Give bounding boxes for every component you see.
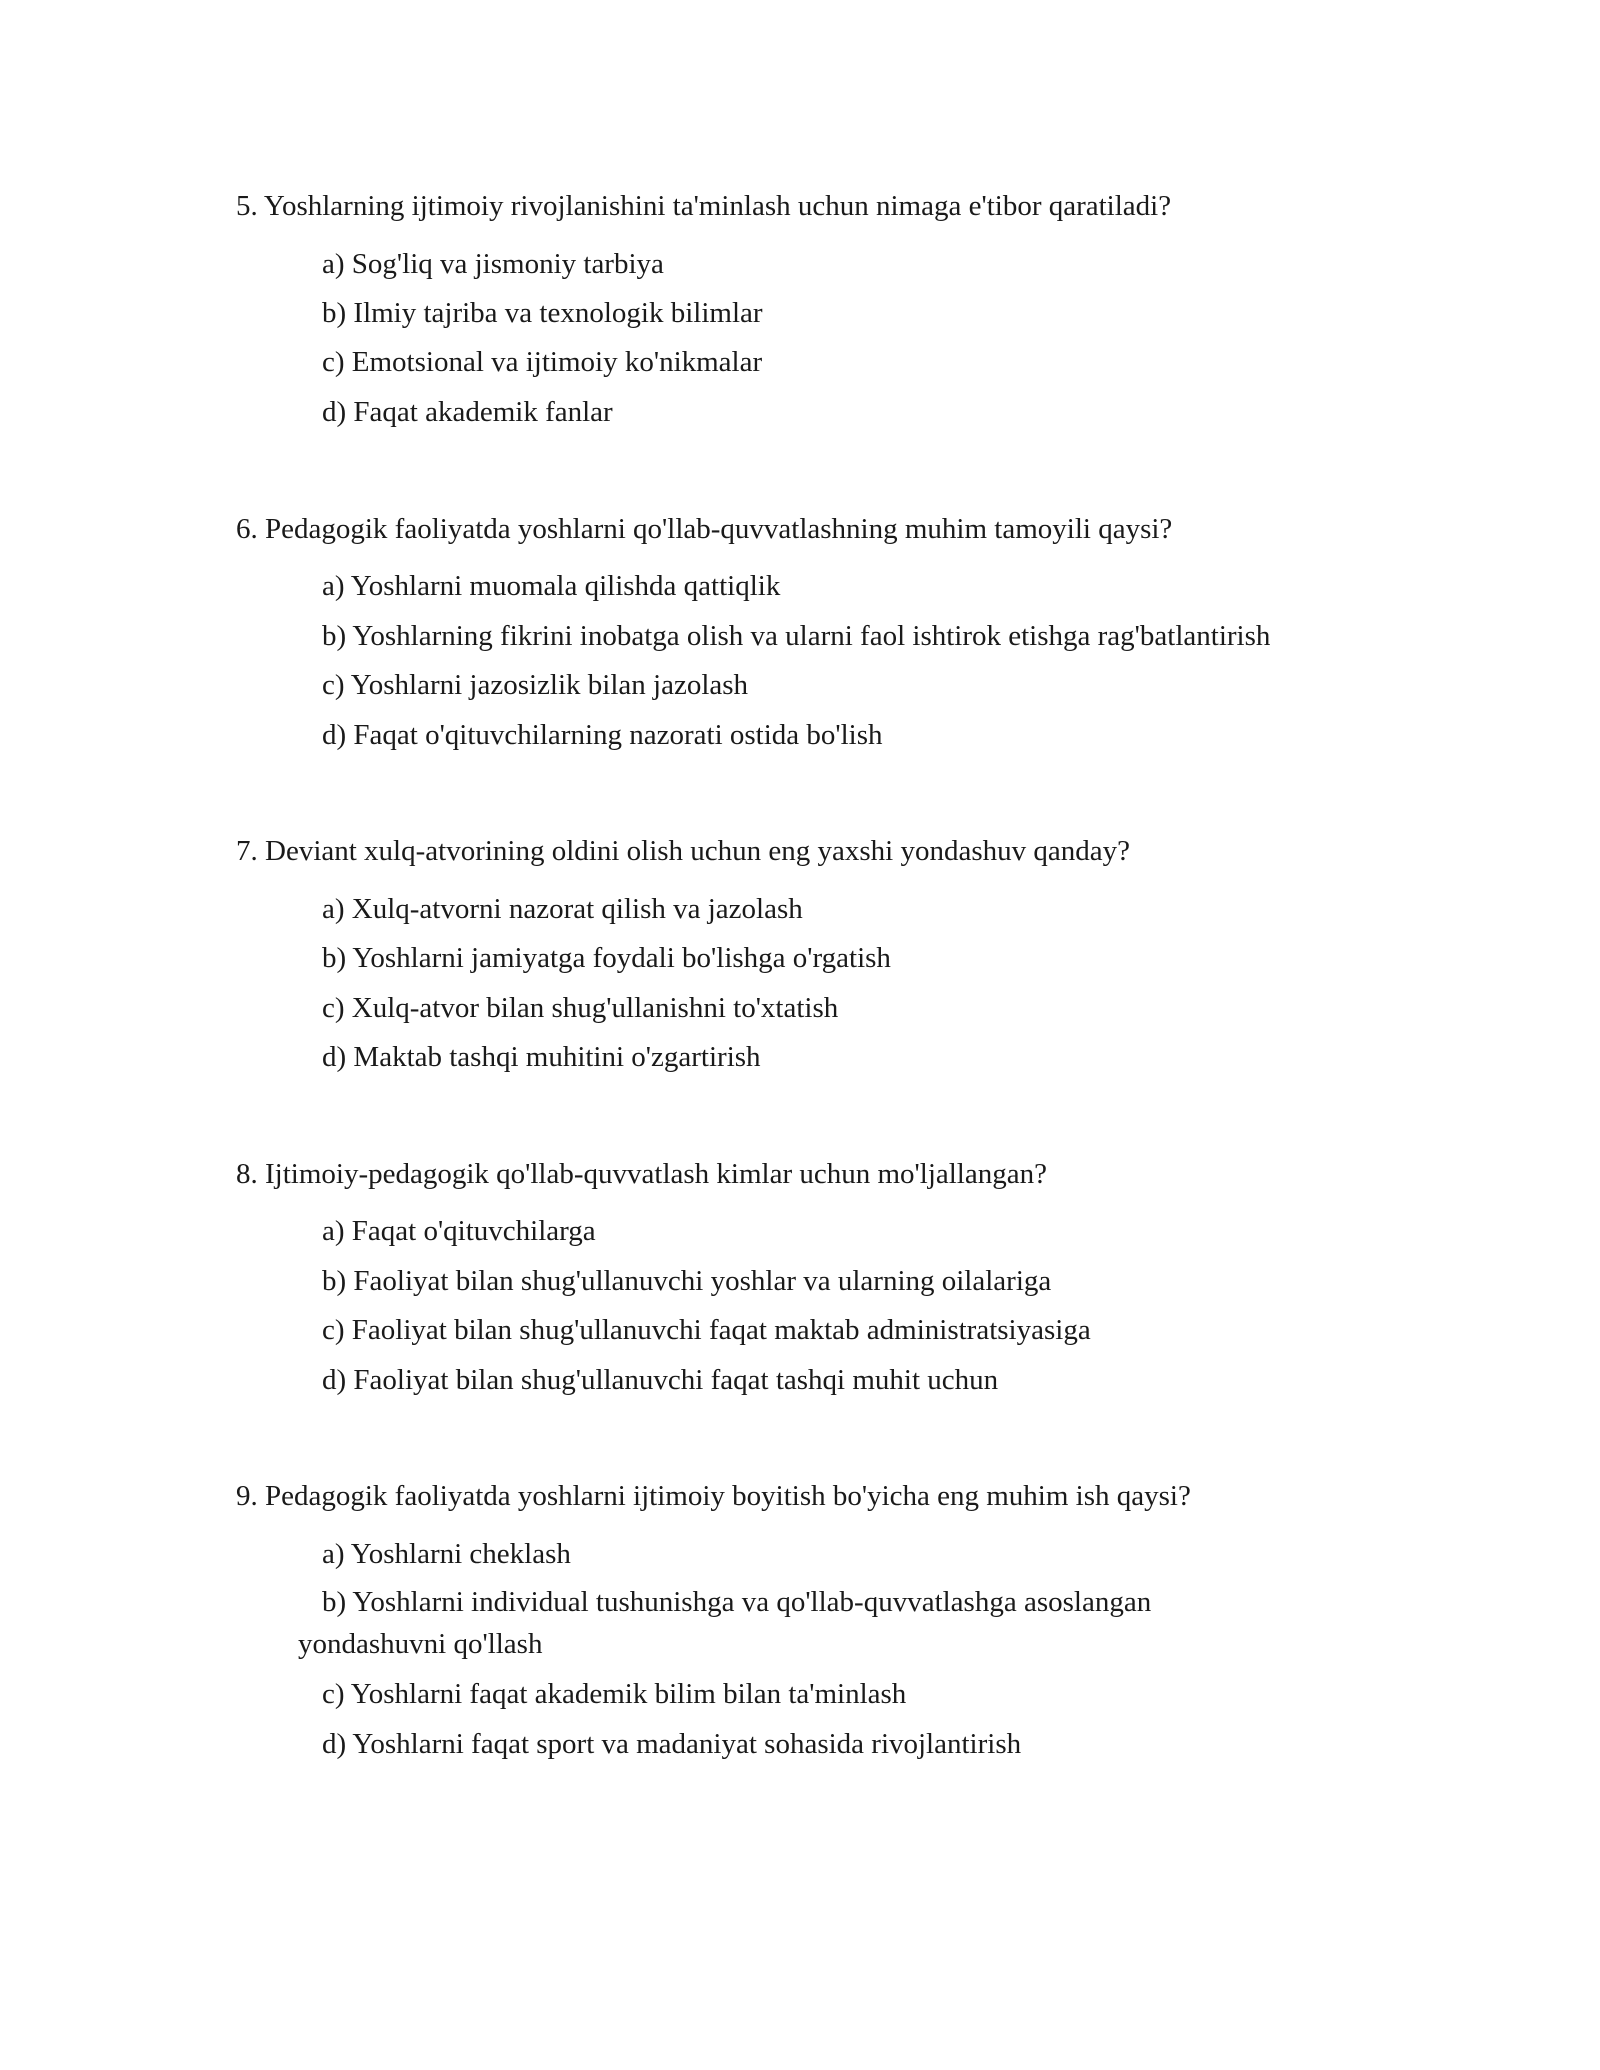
- option-a: a) Yoshlarni cheklash: [322, 1538, 571, 1570]
- option-b: b) Ilmiy tajriba va texnologik bilimlar: [322, 297, 763, 329]
- option-d: d) Faqat o'qituvchilarning nazorati ostida bo'lish: [322, 719, 883, 751]
- option-c: c) Yoshlarni jazosizlik bilan jazolash: [322, 669, 749, 701]
- option-b: b) Yoshlarning fikrini inobatga olish va ularni faol ishtirok etishga rag'batlantirish: [322, 620, 1271, 652]
- option-d: d) Faoliyat bilan shug'ullanuvchi faqat tashqi muhit uchun: [322, 1364, 999, 1396]
- question-text: 5. Yoshlarning ijtimoiy rivojlanishini ta'minlash uchun nimaga e'tibor qaratiladi?: [236, 190, 1172, 222]
- option-d: d) Maktab tashqi muhitini o'zgartirish: [322, 1041, 761, 1073]
- option-d: d) Yoshlarni faqat sport va madaniyat sohasida rivojlantirish: [322, 1728, 1022, 1760]
- option-c: c) Faoliyat bilan shug'ullanuvchi faqat maktab administratsiyasiga: [322, 1314, 1091, 1346]
- option-b: b) Faoliyat bilan shug'ullanuvchi yoshlar va ularning oilalariga: [322, 1265, 1052, 1297]
- option-a: a) Yoshlarni muomala qilishda qattiqlik: [322, 570, 781, 602]
- question-text: 9. Pedagogik faoliyatda yoshlarni ijtimoiy boyitish bo'yicha eng muhim ish qaysi?: [236, 1480, 1191, 1512]
- option-d: d) Faqat akademik fanlar: [322, 396, 613, 428]
- option-a: a) Sog'liq va jismoniy tarbiya: [322, 248, 664, 280]
- option-c: c) Yoshlarni faqat akademik bilim bilan ta'minlash: [322, 1678, 907, 1710]
- option-a: a) Xulq-atvorni nazorat qilish va jazolash: [322, 893, 803, 925]
- question-text: 6. Pedagogik faoliyatda yoshlarni qo'llab-quvvatlashning muhim tamoyili qaysi?: [236, 513, 1173, 545]
- option-b: b) Yoshlarni individual tushunishga va qo'llab-quvvatlashga asoslangan yondashuvni qo'llash: [298, 1586, 1152, 1660]
- option-c: c) Emotsional va ijtimoiy ko'nikmalar: [322, 346, 763, 378]
- option-b: b) Yoshlarni jamiyatga foydali bo'lishga o'rgatish: [322, 942, 891, 974]
- option-c: c) Xulq-atvor bilan shug'ullanishni to'xtatish: [322, 992, 839, 1024]
- option-a: a) Faqat o'qituvchilarga: [322, 1215, 596, 1247]
- question-text: 7. Deviant xulq-atvorining oldini olish uchun eng yaxshi yondashuv qanday?: [236, 835, 1131, 867]
- question-text: 8. Ijtimoiy-pedagogik qo'llab-quvvatlash kimlar uchun mo'ljallangan?: [236, 1158, 1047, 1190]
